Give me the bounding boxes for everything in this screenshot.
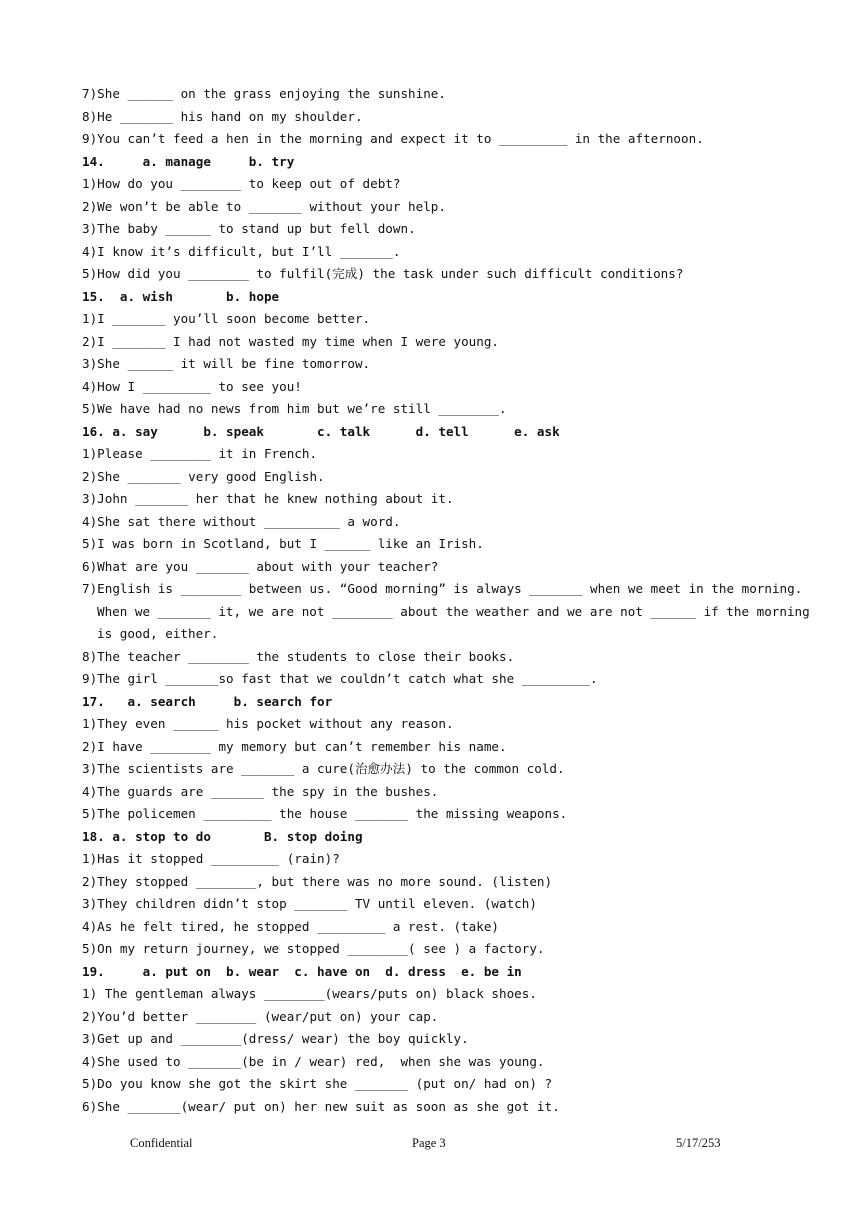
- exercise-line: 4)How I _________ to see you!: [82, 378, 302, 394]
- exercise-line: 5)The policemen _________ the house _______ the missing weapons.: [82, 806, 568, 821]
- section-heading: 16. a. say b. speak c. talk d. tell e. ask: [82, 423, 560, 439]
- exercise-line: 3)She ______ it will be fine tomorrow.: [82, 356, 371, 371]
- exercise-line: 4)She sat there without __________ a word.: [82, 513, 401, 529]
- section-heading: 17. a. search b. search for: [82, 693, 333, 709]
- page-footer: [0, 1136, 860, 1154]
- exercise-line: 1) The gentleman always ________(wears/puts on) black shoes.: [82, 986, 537, 1001]
- exercise-line: 2)We won’t be able to _______ without your help.: [82, 198, 446, 214]
- exercise-line: 4)She used to _______(be in / wear) red, when she was young.: [82, 1053, 545, 1069]
- exercise-line: 5)We have had no news from him but we’re still ________.: [82, 401, 507, 416]
- exercise-line: 6)What are you _______ about with your teacher?: [82, 558, 439, 574]
- exercise-line: 1)Has it stopped _________ (rain)?: [82, 851, 340, 866]
- exercise-line-continuation: is good, either.: [97, 626, 219, 641]
- exercise-line: 5)I was born in Scotland, but I ______ like an Irish.: [82, 536, 484, 551]
- section-heading: 19. a. put on b. wear c. have on d. dress e. be in: [82, 963, 522, 979]
- exercise-line: 8)The teacher ________ the students to close their books.: [82, 648, 515, 664]
- exercise-line: 3)The scientists are _______ a cure(治愈办法) to the common cold.: [82, 761, 565, 776]
- exercise-line: 3)They children didn’t stop _______ TV until eleven. (watch): [82, 896, 537, 911]
- exercise-line: 3)Get up and ________(dress/ wear) the boy quickly.: [82, 1031, 469, 1046]
- exercise-line: 2)They stopped ________, but there was no more sound. (listen): [82, 873, 553, 889]
- exercise-line: 2)I have ________ my memory but can’t remember his name.: [82, 738, 507, 754]
- exercise-line: 7)English is ________ between us. “Good morning” is always _______ when we meet in the morning.: [82, 581, 803, 596]
- footer-confidential: Confidential: [130, 1136, 193, 1150]
- exercise-line: 3)The baby ______ to stand up but fell down.: [82, 221, 416, 236]
- exercise-line: 8)He _______ his hand on my shoulder.: [82, 108, 363, 124]
- exercise-line: 6)She _______(wear/ put on) her new suit as soon as she got it.: [82, 1098, 560, 1114]
- section-heading: 15. a. wish b. hope: [82, 288, 280, 304]
- exercise-line: 4)The guards are _______ the spy in the bushes.: [82, 783, 439, 799]
- section-heading: 14. a. manage b. try: [82, 153, 295, 169]
- section-heading: 18. a. stop to do B. stop doing: [82, 828, 363, 844]
- exercise-line: 4)As he felt tired, he stopped _________ a rest. (take): [82, 918, 500, 934]
- exercise-line: 1)How do you ________ to keep out of debt?: [82, 176, 401, 191]
- exercise-line: 5)How did you ________ to fulfil(完成) the task under such difficult conditions?: [82, 266, 684, 281]
- footer-date: 5/17/253: [676, 1136, 721, 1150]
- exercise-line: 4)I know it’s difficult, but I’ll _______.: [82, 243, 401, 259]
- exercise-line: 2)I _______ I had not wasted my time when I were young.: [82, 333, 500, 349]
- exercise-line: 5)Do you know she got the skirt she _______ (put on/ had on) ?: [82, 1076, 553, 1091]
- footer-page-number: Page 3: [412, 1136, 446, 1150]
- exercise-line: 9)You can’t feed a hen in the morning and expect it to _________ in the afternoon.: [82, 131, 704, 146]
- exercise-line: 5)On my return journey, we stopped ________( see ) a factory.: [82, 941, 545, 956]
- exercise-line: 1)I _______ you’ll soon become better.: [82, 311, 371, 326]
- exercise-line: 2)You’d better ________ (wear/put on) your cap.: [82, 1008, 439, 1024]
- exercise-line: 9)The girl _______so fast that we couldn’t catch what she _________.: [82, 671, 598, 686]
- exercise-line: 2)She _______ very good English.: [82, 468, 325, 484]
- exercise-line: 1)Please ________ it in French.: [82, 446, 318, 461]
- exercise-line-continuation: When we _______ it, we are not ________ about the weather and we are not ______ if the morning: [97, 603, 810, 619]
- exercise-line: 1)They even ______ his pocket without any reason.: [82, 716, 454, 731]
- exercise-content: [82, 83, 810, 1118]
- exercise-line: 3)John _______ her that he knew nothing about it.: [82, 491, 454, 506]
- exercise-line: 7)She ______ on the grass enjoying the sunshine.: [82, 86, 446, 101]
